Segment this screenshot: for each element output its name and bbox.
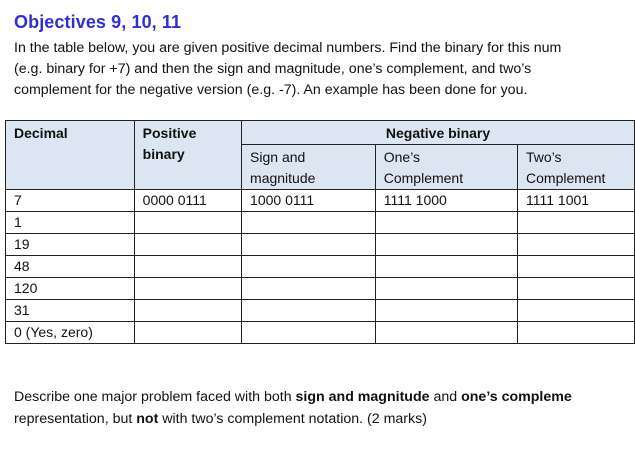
cell-decimal[interactable]: 120 <box>6 278 135 300</box>
header-negative-label: Negative binary <box>385 125 491 141</box>
header-twos-label-1: Two’s <box>526 149 562 165</box>
table-row <box>6 212 635 234</box>
table-row <box>6 322 635 344</box>
cell-twos-complement[interactable] <box>518 322 635 344</box>
instructions <box>14 38 635 101</box>
table-row <box>6 256 635 278</box>
cell-decimal[interactable]: 1 <box>6 212 135 234</box>
instructions-line: In the table below, you are given positive decimal numbers. Find the binary for this num <box>14 40 562 56</box>
cell-positive-binary[interactable] <box>134 278 241 300</box>
header-positive-label-2: binary <box>142 146 185 162</box>
cell-ones-complement[interactable] <box>375 212 517 234</box>
header-positive-label-1: Positive <box>142 125 197 141</box>
table-row <box>6 234 635 256</box>
cell-sign-magnitude[interactable] <box>242 256 376 278</box>
question-line <box>14 386 635 408</box>
cell-decimal[interactable]: 0 (Yes, zero) <box>6 322 135 344</box>
cell-positive-binary[interactable] <box>134 256 241 278</box>
cell-ones-complement[interactable] <box>375 256 517 278</box>
cell-ones-complement[interactable]: 1111 1000 <box>375 190 517 212</box>
question-emphasis: not <box>136 411 159 427</box>
header-twos-label-2: Complement <box>526 170 606 186</box>
header-ones-label-2: Complement <box>383 170 464 186</box>
cell-ones-complement[interactable] <box>375 300 517 322</box>
cell-positive-binary[interactable] <box>134 300 241 322</box>
instructions-line: complement for the negative version (e.g. -7). An example has been done for you. <box>14 82 528 98</box>
table-row <box>6 300 635 322</box>
header-negative-binary <box>242 121 635 145</box>
question-text-part: with two’s complement notation. (2 marks) <box>158 411 427 427</box>
question-text-part: Describe one major problem faced with both <box>14 389 296 405</box>
cell-sign-magnitude[interactable] <box>242 212 376 234</box>
cell-twos-complement[interactable]: 1111 1001 <box>518 190 635 212</box>
question-emphasis: one’s compleme <box>461 389 572 405</box>
cell-twos-complement[interactable] <box>518 256 635 278</box>
header-ones-complement <box>375 145 517 190</box>
section-heading: Objectives 9, 10, 11 <box>14 12 182 32</box>
question-line <box>14 408 635 430</box>
question-text-part: and <box>429 389 462 405</box>
cell-sign-magnitude[interactable] <box>242 234 376 256</box>
binary-table <box>5 120 635 344</box>
cell-decimal[interactable]: 48 <box>6 256 135 278</box>
cell-decimal[interactable]: 7 <box>6 190 135 212</box>
cell-twos-complement[interactable] <box>518 278 635 300</box>
cell-sign-magnitude[interactable]: 1000 0111 <box>242 190 376 212</box>
cell-decimal[interactable]: 19 <box>6 234 135 256</box>
header-decimal <box>6 121 135 190</box>
question-text-part: representation, but <box>14 411 137 427</box>
cell-ones-complement[interactable] <box>375 322 517 344</box>
table-row <box>6 278 635 300</box>
header-sign-magnitude <box>242 145 376 190</box>
table-row <box>6 190 635 212</box>
header-decimal-label: Decimal <box>14 125 68 141</box>
header-twos-complement <box>518 145 635 190</box>
instructions-line: (e.g. binary for +7) and then the sign and magnitude, one’s complement, and two’s <box>14 61 532 77</box>
cell-positive-binary[interactable] <box>134 212 241 234</box>
cell-ones-complement[interactable] <box>375 234 517 256</box>
cell-positive-binary[interactable] <box>134 322 241 344</box>
question-text <box>14 386 635 430</box>
header-sign-label-1: Sign and <box>250 149 306 165</box>
question-emphasis: sign and magnitude <box>295 389 430 405</box>
header-sign-label-2: magnitude <box>250 170 316 186</box>
cell-twos-complement[interactable] <box>518 300 635 322</box>
cell-sign-magnitude[interactable] <box>242 322 376 344</box>
cell-ones-complement[interactable] <box>375 278 517 300</box>
header-positive-binary <box>134 121 241 190</box>
cell-decimal[interactable]: 31 <box>6 300 135 322</box>
header-ones-label-1: One’s <box>383 149 421 165</box>
cell-twos-complement[interactable] <box>518 234 635 256</box>
cell-sign-magnitude[interactable] <box>242 278 376 300</box>
cell-sign-magnitude[interactable] <box>242 300 376 322</box>
cell-positive-binary[interactable] <box>134 234 241 256</box>
cell-twos-complement[interactable] <box>518 212 635 234</box>
cell-positive-binary[interactable]: 0000 0111 <box>134 190 241 212</box>
